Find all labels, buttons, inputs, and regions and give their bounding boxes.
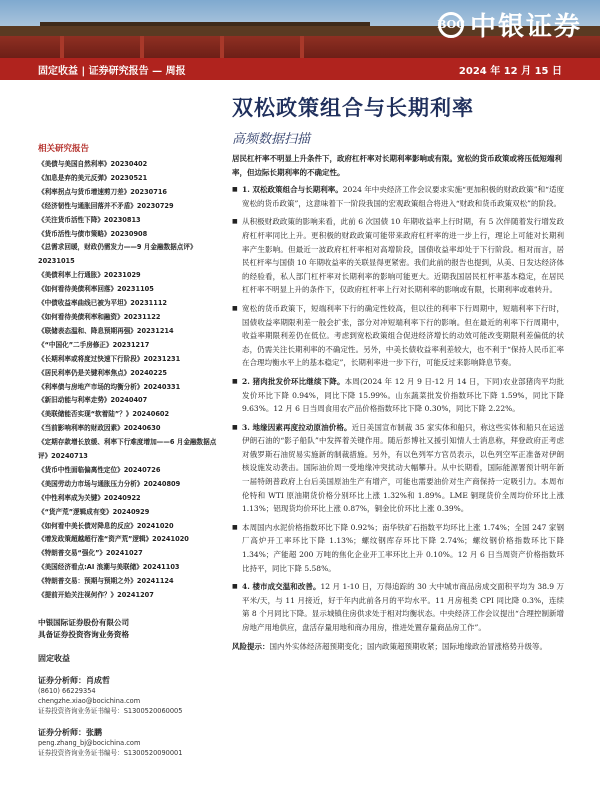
bullet-paragraph <box>232 302 564 370</box>
bullet-text: 2024 年中央经济工作会议要求实施“更加积极的财政政策”和“适度宽松的货币政策”，这意味着下一阶段我国的宏观政策组合将进入“财政和货币政策双松”的阶段。 <box>242 185 564 208</box>
palace-pillar <box>220 36 224 58</box>
bullet-paragraph <box>232 183 564 210</box>
org-license: 具备证券投资咨询业务资格 <box>38 630 130 639</box>
related-report-link[interactable]: 《居民利率仍是关键利率焦点》20240225 <box>38 368 168 377</box>
bullet-lead: 1. 双松政策组合与长期利率。 <box>242 185 343 195</box>
related-report-link[interactable]: 《如何看待美债利率和融资》20231122 <box>38 312 161 321</box>
related-report-link[interactable]: 《长期利率或将度过快速下行阶段》20231231 <box>38 354 181 363</box>
bullet-lead: 4. 楼市成交温和改善。 <box>242 582 321 592</box>
palace-pillar <box>140 36 144 58</box>
related-report-link[interactable]: 《美债与美国自然利率》20230402 <box>38 160 148 168</box>
palace-pillar <box>60 36 64 58</box>
report-category: 固定收益 | 证券研究报告 — 周报 <box>38 65 186 77</box>
bullet-text: 从积极财政政策的影响来看，此前 6 次国债 10 年期收益率上行时期，有 5 次伴随着发行增发政府杠杆率同比上升。更积极的财政政策可能带来政府杠杆率的进一步上行，理论上可能对长期利率产生影响。但最近一波政府杠杆率相对高增阶段，国债收益率却处于下行阶段。相对而言，居民杠杆率与国债 10 年期收益率的关联显得更紧密。我们此前的报告也提到，从美、日发达经济体的经验看，私人部门杠杆率对长期利率的影响可能更大。近期我国居民杠杆率基本稳定，在居民杠杆率不明显上升的条件下，仅政府杠杆率上行对长期利率的影响或有限，长期利率或难转升。 <box>242 217 564 295</box>
related-report-link[interactable]: 《特朗普交易“强化”》20241027 <box>38 549 143 558</box>
related-report-link[interactable]: 《增发政策超越超行准“资产荒”逻辑》20241020 <box>38 535 189 544</box>
related-report-link[interactable]: 《经济韧性与通胀回落并不矛盾》20230729 <box>38 201 174 210</box>
related-report-link[interactable]: 《特朗普交易：预期与预期之外》20241124 <box>38 577 174 586</box>
bullet-text: 本周国内水泥价格指数环比下降 0.92%；南华铁矿石指数平均环比上涨 1.74%；全国 247 家钢厂高炉开工率环比下降 1.13%；螺纹钢库存环比下降 2.74%；螺纹钢价格指数环比下降 1.34%；产能超 200 万吨的焦化企业开工率环比上升 0.10%。12 月 6 日当周资产价格指数环比持平，同比下降 5.58%。 <box>242 522 564 573</box>
palace-pillar <box>300 36 304 58</box>
bullet-paragraph <box>232 215 564 297</box>
org-name: 中银国际证券股份有限公司 <box>38 618 130 627</box>
risk-text: 国内外实体经济超预期变化；国内政策超预期收紧；国际地缘政治冒涨格势升级等。 <box>269 641 547 651</box>
related-report-link[interactable]: 《“货产荒”逻辑成有变》20240929 <box>38 507 150 516</box>
related-report-link[interactable]: 《中债收益率曲线已被为平坦》20231112 <box>38 299 168 308</box>
related-report-link[interactable]: 《美国经济看点:AI 浪潮与美联储》20241103 <box>38 563 180 572</box>
analyst-cert: 证券投资咨询业务证书编号：S1300520090001 <box>38 749 183 757</box>
bullet-lead: 3. 地缘因素再度拉动原油价格。 <box>242 422 352 432</box>
related-reports-list <box>38 158 224 603</box>
risk-warning <box>232 640 564 654</box>
related-report-link[interactable]: 《利率拐点与货币增速剪刀差》20230716 <box>38 187 168 196</box>
related-report-link[interactable]: 《如何看中美长债对降息的反应》20241020 <box>38 521 174 530</box>
analyst-cert: 证券投资咨询业务证书编号：S1300520060005 <box>38 707 183 715</box>
related-report-link[interactable]: 《提前开始关注视何作？》20241207 <box>38 591 154 600</box>
report-title: 双松政策组合与长期利率 <box>232 95 474 120</box>
related-report-link[interactable]: 《当前影响利率的财政因素》20240630 <box>38 424 161 433</box>
header-banner-image <box>0 0 600 58</box>
company-logo <box>438 6 582 43</box>
bullet-text: 本周(2024 年 12 月 9 日-12 月 14 日，下同)农业部猪肉平均批发价环比下降 0.94%，同比下降 15.99%。山东蔬菜批发价指数环比下降 1.59%，同比下降 9.63%。12 月 6 日当周食用农产品价格指数环比下降 0.30%，同比下降 2.22%。 <box>242 376 564 414</box>
related-report-link[interactable]: 《“中国化”二手房修正》20231217 <box>38 340 150 349</box>
risk-lead: 风险提示： <box>232 641 270 651</box>
main-content <box>232 152 564 661</box>
analyst-name: 证券分析师：肖成哲 <box>38 676 110 685</box>
bullet-paragraph <box>232 421 564 516</box>
bullet-paragraph <box>232 521 564 575</box>
related-report-link[interactable]: 《货币中性面临偏离性定位》20240726 <box>38 465 161 474</box>
org-block <box>38 617 224 641</box>
report-category-bar <box>0 58 600 80</box>
related-report-link[interactable]: 《美债利率上行通胀》20231029 <box>38 271 141 280</box>
report-subtitle: 高频数据扫描 <box>232 132 311 147</box>
related-report-link[interactable]: 《总需求回暖，财政仍需发力——9 月金融数据点评》20231015 <box>38 243 197 266</box>
bullet-paragraph <box>232 375 564 416</box>
analyst-phone: (8610) 66229354 <box>38 687 96 695</box>
related-report-link[interactable]: 《美国劳动力市场与通胀压力分析》20240809 <box>38 479 181 488</box>
report-date: 2024 年 12 月 15 日 <box>458 65 562 77</box>
bullet-list <box>232 183 564 634</box>
sidebar <box>38 142 224 758</box>
analyst-block <box>38 676 224 716</box>
analyst-block <box>38 728 224 758</box>
section-label: 固定收益 <box>38 654 70 663</box>
bullet-paragraph <box>232 580 564 634</box>
related-heading: 相关研究报告 <box>38 144 90 154</box>
related-report-link[interactable]: 《如何看待美债利率回落》20231105 <box>38 285 154 294</box>
related-report-link[interactable]: 《货币活性与债市策略》20230908 <box>38 229 148 238</box>
related-report-link[interactable]: 《加息是弃的美元反弹》20230521 <box>38 173 148 182</box>
related-report-link[interactable]: 《美联储能否实现“软着陆”？》20240602 <box>38 410 170 419</box>
boc-logo-icon: BOC <box>438 12 464 38</box>
related-report-link[interactable]: 《利率债与房地产市场的均衡分析》20240331 <box>38 382 181 391</box>
bullet-text: 宽松的货币政策下，短端利率下行的确定性较高，但以往的利率下行周期中，短端利率下行时，国债收益率期限利差一般会扩张，部分对冲短端利率下行的影响。但在最近的利率下行周期中，收益率期限利差仍在低位。考虑到宽松政策组合促进经济增长的动效可能改变期限利差偏低的状态，仍需关注长期利率的不确定性。另外，中美长债收益率利差较大，也不利于“保持人民币汇率在合理均衡水平上的基本稳定”，长期利率进一步下行，可能反过来影响降息节奏。 <box>242 303 564 368</box>
logo-text: 中银证券 <box>469 12 582 42</box>
analyst-name: 证券分析师：张鹏 <box>38 728 102 737</box>
related-report-link[interactable]: 《新旧动能与利率走势》20240407 <box>38 396 148 405</box>
summary-paragraph: 居民杠杆率不明显上升条件下，政府杠杆率对长期利率影响或有限。宽松的货币政策或将压低短端利率，但边际长期利率的不确定性。 <box>232 154 562 177</box>
bullet-text: 近日美国宣布制裁 35 家实体和船只，称这些实体和船只在运送伊朗石油的“影子船队”中发挥着关键作用。随后彭博社又援引知情人士消息称，拜登政府正考虑对俄罗斯石油贸易实施新的制裁措施。另外，有以色列军方官员表示，以色列空军正准备对伊朗核设施发动袭击。国际油价周一受地缘冲突扰动大幅攀升。从中长期看，国际能源署预计明年新一届特朗普政府上台后美国原油生产有增产，可能也需要油价对生产商保持一定吸引力。本周布伦特和 WTI 原油期货价格分别环比上涨 1.32%和 1.89%。LME 铜现货价全周均价环比上涨 1.13%；铝现货均价环比上涨 0.87%，铜金比价环比上涨 0.39%。 <box>242 422 564 514</box>
related-report-link[interactable]: 《定期存款增长放缓、利率下行难度增加——6 月金融数据点评》20240713 <box>38 438 217 461</box>
related-report-link[interactable]: 《关注货币活性下降》20230813 <box>38 215 141 224</box>
bullet-text: 12 月 1-10 日，万得追踪的 30 大中城市商品房成交面积平均为 38.9 万平米/天，与 11 月接近，好于年内此前各月的平均水平。11 月房租类 CPI 同比降 0.3%，连续第 8 个月同比下降。显示城镇住房供求处于相对均衡状态。中央经济工作会议提出“合理控制新增房地产用地供应，盘活存量用地和商办用房，推进处置存量商品房工作”。 <box>242 582 564 632</box>
analyst-email[interactable]: chengzhe.xiao@bocichina.com <box>38 697 141 705</box>
analyst-email[interactable]: peng.zhang_bj@bocichina.com <box>38 739 141 747</box>
related-report-link[interactable]: 《中性利率成为关键》20240922 <box>38 493 141 502</box>
bullet-lead: 2. 猪肉批发价环比继续下降。 <box>242 376 345 386</box>
related-report-link[interactable]: 《联储表态温和、降息预期再强》20231214 <box>38 326 174 335</box>
